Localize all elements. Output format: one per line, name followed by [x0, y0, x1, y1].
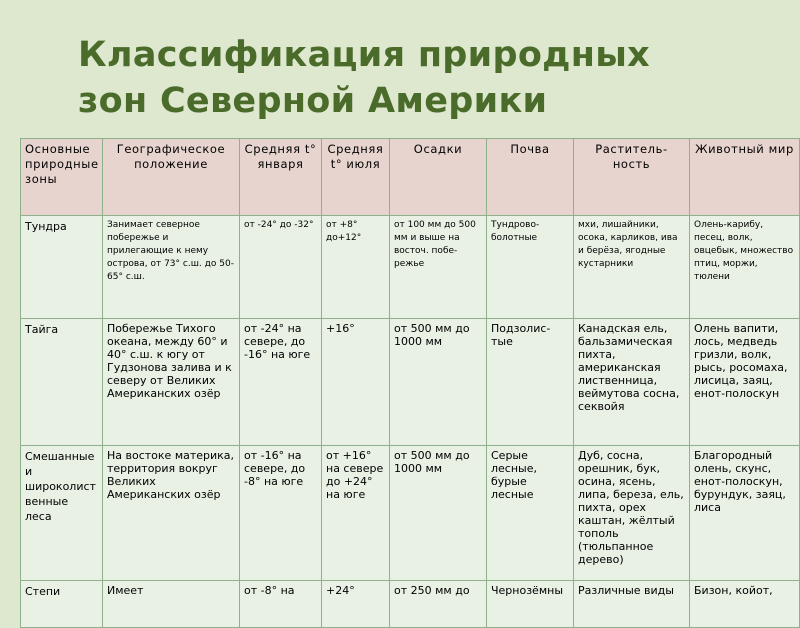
- header-fauna: Животный мир: [690, 139, 800, 216]
- table-row: [21, 581, 800, 628]
- cell-plants: мхи, лишайники, осока, карликов, ива и берёза, ягодные кустарники: [574, 216, 690, 319]
- title-line-2: зон Северной Америки: [78, 81, 548, 121]
- cell-jan: от -8° на: [240, 581, 322, 628]
- cell-location: На востоке материка, территория вокруг Великих Американских озёр: [103, 446, 240, 581]
- cell-soil: Серые лесные, бурые лесные: [487, 446, 574, 581]
- header-vegetation: Раститель-ность: [574, 139, 690, 216]
- cell-jan: от -24° до -32°: [240, 216, 322, 319]
- header-jul-temp: Средняя t° июля: [322, 139, 390, 216]
- cell-jan: от -24° на севере, до -16° на юге: [240, 319, 322, 446]
- cell-jan: от -16° на севере, до -8° на юге: [240, 446, 322, 581]
- cell-jul: +16°: [322, 319, 390, 446]
- table-row: [21, 446, 800, 581]
- zones-table: [20, 138, 800, 628]
- table-row: [21, 319, 800, 446]
- header-soil: Почва: [487, 139, 574, 216]
- cell-jul: от +8° до+12°: [322, 216, 390, 319]
- cell-plants: Дуб, сосна, орешник, бук, осина, ясень, липа, береза, ель, пихта, орех каштан, жёлтый тополь (тюльпанное дерево): [574, 446, 690, 581]
- cell-animals: Олень вапити, лось, медведь гризли, волк, рысь, росомаха, лисица, заяц, енот-полоскун: [690, 319, 800, 446]
- cell-plants: Канадская ель, бальзамическая пихта, американская лиственница, веймутова сосна, секвойя: [574, 319, 690, 446]
- cell-location: Побережье Тихого океана, между 60° и 40° с.ш. к югу от Гудзонова залива и к северу от Великих Американских озёр: [103, 319, 240, 446]
- header-jan-temp: Средняя t° января: [240, 139, 322, 216]
- header-zone: Основные природные зоны: [21, 139, 103, 216]
- cell-animals: Бизон, койот,: [690, 581, 800, 628]
- cell-animals: Благородный олень, скунс, енот-полоскун, бурундук, заяц, лиса: [690, 446, 800, 581]
- cell-jul: от +16° на севере до +24° на юге: [322, 446, 390, 581]
- cell-soil: Тундрово-болотные: [487, 216, 574, 319]
- cell-zone: Тундра: [21, 216, 103, 319]
- cell-precip: от 500 мм до 1000 мм: [390, 319, 487, 446]
- table-header-row: [21, 139, 800, 216]
- header-precipitation: Осадки: [390, 139, 487, 216]
- header-location: Географическое положение: [103, 139, 240, 216]
- cell-soil: Подзолис-тые: [487, 319, 574, 446]
- cell-precip: от 100 мм до 500 мм и выше на восточ. побе-режье: [390, 216, 487, 319]
- cell-zone: Тайга: [21, 319, 103, 446]
- cell-animals: Олень-карибу, песец, волк, овцебык, множество птиц, моржи, тюлени: [690, 216, 800, 319]
- cell-plants: Различные виды: [574, 581, 690, 628]
- table-row: [21, 216, 800, 319]
- cell-zone: Смешанные и широколиственные леса: [21, 446, 103, 581]
- page-title: [78, 32, 650, 124]
- cell-zone: Степи: [21, 581, 103, 628]
- cell-precip: от 250 мм до: [390, 581, 487, 628]
- cell-soil: Чернозёмны: [487, 581, 574, 628]
- cell-location: Занимает северное побережье и прилегающие к нему острова, от 73° с.ш. до 50-65° с.ш.: [103, 216, 240, 319]
- cell-precip: от 500 мм до 1000 мм: [390, 446, 487, 581]
- cell-location: Имеет: [103, 581, 240, 628]
- cell-jul: +24°: [322, 581, 390, 628]
- title-line-1: Классификация природных: [78, 35, 651, 75]
